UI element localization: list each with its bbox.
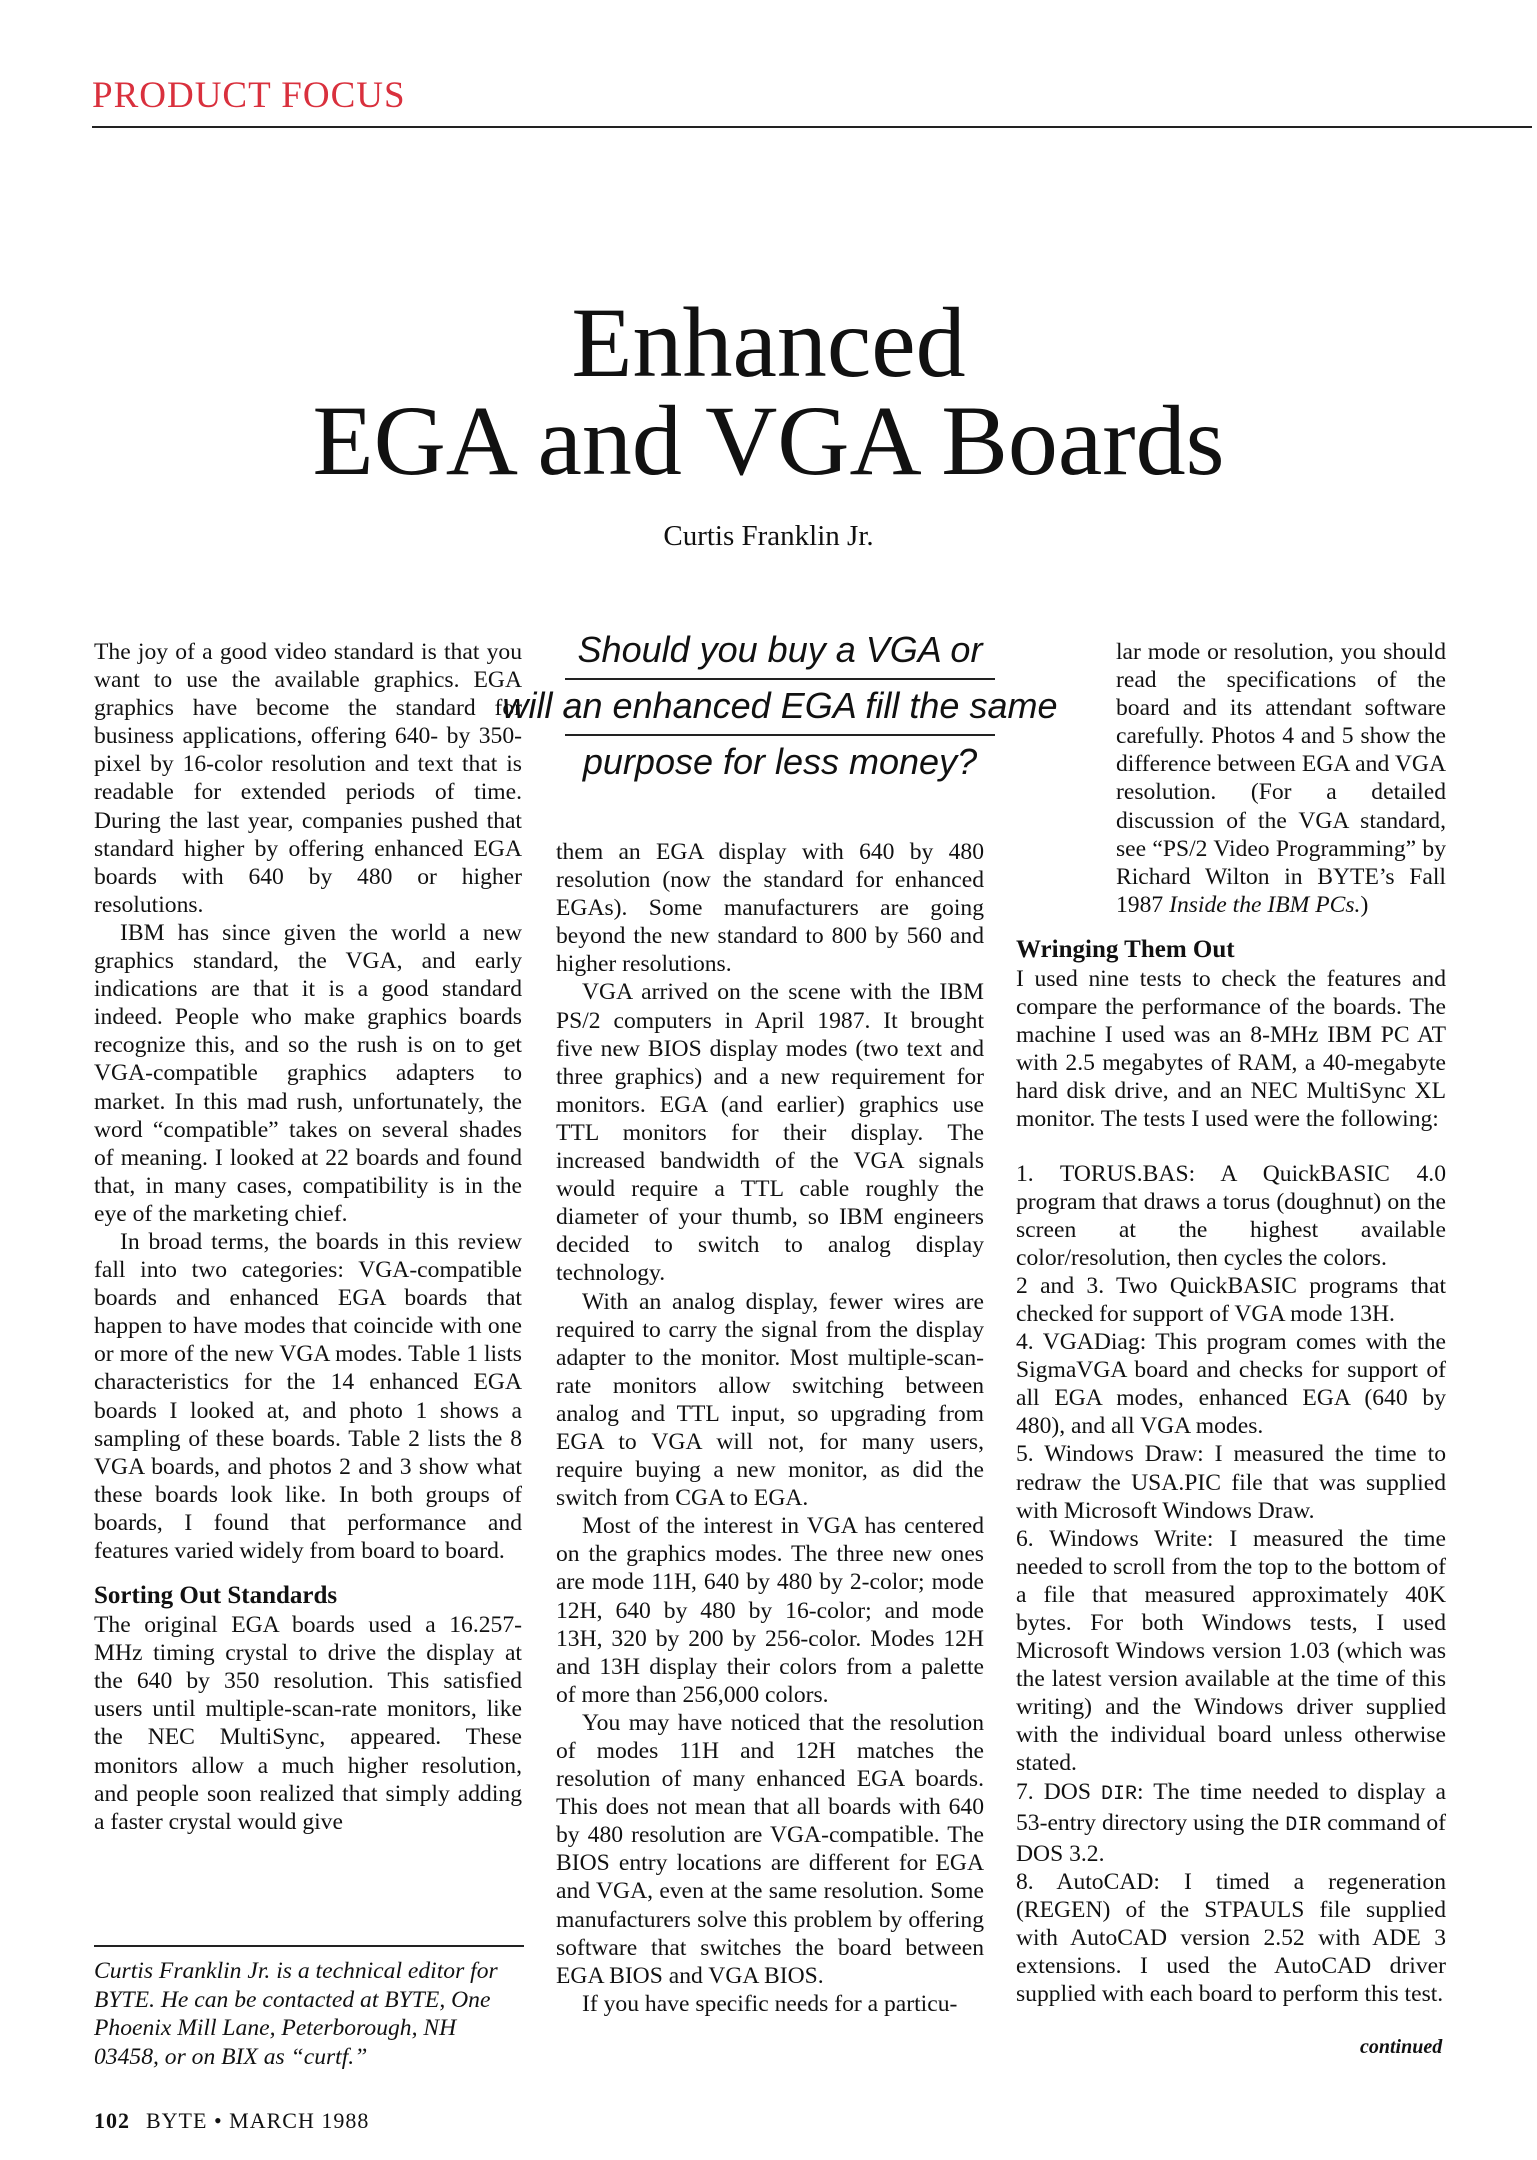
text-run: : The time needed to display a 53-entry directory using the [1016,1778,1446,1836]
paragraph: The joy of a good video standard is that you want to use the available graphics. EGA graphics have become the standard for business applications, offering 640- by 350-pixel by 16-color resolution and text that is readable for extended periods of time. During the last year, companies pushed that standard higher by offering enhanced EGA boards with 640 by 480 or higher resolutions. [94,639,522,918]
article-title-line2: EGA and VGA Boards [312,385,1225,496]
list-item: 1. TORUS.BAS: A QuickBASIC 4.0 program that draws a torus (doughnut) on the screen at the highest available color/resolution, then cycles the colors. [1016,1160,1446,1271]
command-text: DIR [1285,1813,1322,1837]
continued-label: continued [1360,2036,1443,2058]
section-heading: Wringing Them Out [1016,935,1235,963]
paragraph: VGA arrived on the scene with the IBM PS/2 computers in April 1987. It brought five new BIOS display modes (two text and three graphics) and a new requirement for monitors. EGA (and earlier) graphics use TTL monitors for their display. The increased bandwidth of the VGA signals would require a TTL cable roughly the diameter of your thumb, so IBM engineers decided to switch to analog display technology. [556,979,984,1287]
text-run: 7. DOS [1016,1778,1102,1805]
publication-title: Inside the IBM PCs. [1169,891,1361,918]
pull-quote-rule [565,678,995,680]
page-number: 102 [94,2108,130,2133]
command-text: DIR [1101,1782,1138,1806]
list-item [1016,1778,1446,1868]
list-item: 4. VGADiag: This program comes with the SigmaVGA board and checks for support of all EGA modes, enhanced EGA (640 by 480), and all VGA modes. [1016,1329,1446,1440]
section-heading: Sorting Out Standards [94,1582,338,1610]
section-label: PRODUCT FOCUS [92,75,406,116]
list-item: 8. AutoCAD: I timed a regeneration (REGEN) of the STPAULS file supplied with AutoCAD version 2.52 with ADE 3 extensions. I used the AutoCAD driver supplied with each board to perform this test. [1016,1868,1446,2008]
paragraph: You may have noticed that the resolution of modes 11H and 12H matches the resolution of many enhanced EGA boards. This does not mean that all boards with 640 by 480 resolution are VGA-compatible. The BIOS entry locations are different for EGA and VGA, even at the same resolution. Some manufacturers solve this problem by offering software that switches the board between EGA BIOS and VGA BIOS. [556,1709,984,1989]
paragraph: In broad terms, the boards in this review fall into two categories: VGA-compatible boards and enhanced EGA boards that happen to have modes that coincide with one or more of the new VGA modes. Table 1 lists characteristics for the 14 enhanced EGA boards I looked at, and photo 1 shows a sampling of these boards. Table 2 lists the 8 VGA boards, and photos 2 and 3 show what these boards look like. In both groups of boards, I found that performance and features varied widely from board to board. [94,1228,522,1564]
list-item: 6. Windows Write: I measured the time needed to scroll from the top to the bottom of a file that measured approximately 40K bytes. For both Windows tests, I used Microsoft Windows version 1.03 (which was the latest version available at the time of this writing) and the Windows driver supplied with the individual board unless otherwise stated. [1016,1525,1446,1777]
page-footer [94,2108,369,2134]
pull-quote-line: Should you buy a VGA or [577,629,983,670]
paragraph: I used nine tests to check the features and compare the performance of the boards. The machine I used was an 8-MHz IBM PC AT with 2.5 megabytes of RAM, a 40-megabyte hard disk drive, and an NEC MultiSync XL monitor. The tests I used were the following: [1016,965,1446,1133]
column-2 [556,838,984,2018]
header-rule [92,126,1532,128]
column-3 [1016,638,1446,2008]
author-byline: Curtis Franklin Jr. [663,520,874,552]
magazine-issue: BYTE • MARCH 1988 [146,2108,370,2133]
text-run: ) [1360,891,1369,918]
paragraph: IBM has since given the world a new graphics standard, the VGA, and early indications are that it is a good standard indeed. People who make graphics boards recognize this, and so the rush is on to get VGA-compatible graphics adapters to market. In this mad rush, unfortunately, the word “compatible” takes on several shades of meaning. I looked at 22 boards and found that, in many cases, compatibility is in the eye of the marketing chief. [94,919,522,1227]
column-1 [94,638,522,1836]
paragraph: If you have specific needs for a particu- [582,1990,958,2017]
text-run: command of DOS 3.2. [1016,1809,1446,1867]
paragraph [1016,638,1446,919]
paragraph: The original EGA boards used a 16.257-MHz timing crystal to drive the display at the 640 by 350 resolution. This satisfied users until multiple-scan-rate monitors, like the NEC MultiSync, appeared. These monitors allow a much higher resolution, and people soon realized that simply adding a faster crystal would give [94,1612,522,1835]
paragraph: With an analog display, fewer wires are required to carry the signal from the display adapter to the monitor. Most multiple-scan-rate monitors allow switching between analog and TTL input, so upgrading from EGA to VGA will not, for many users, require buying a new monitor, as did the switch from CGA to EGA. [556,1288,984,1512]
list-item: 5. Windows Draw: I measured the time to redraw the USA.PIC file that was supplied with Microsoft Windows Draw. [1016,1441,1446,1524]
pull-quote [455,630,1105,782]
paragraph: them an EGA display with 640 by 480 resolution (now the standard for enhanced EGAs). Some manufacturers are going beyond the new standard to 800 by 560 and higher resolutions. [556,839,984,978]
pull-quote-line: will an enhanced EGA fill the same [502,685,1058,726]
text-run: lar mode or resolution, you should read the specifications of the board and its attendant software carefully. Photos 4 and 5 show the difference between EGA and VGA resolution. (For a detailed discussion of the VGA standard, see “PS/2 Video Programming” by Richard Wilton in BYTE’s Fall 1987 [1116,639,1446,918]
paragraph: Most of the interest in VGA has centered on the graphics modes. The three new ones are mode 11H, 640 by 480 by 2-color; mode 12H, 640 by 480 by 16-color; and mode 13H, 320 by 200 by 256-color. Modes 12H and 13H display their colors from a palette of more than 256,000 colors. [556,1513,984,1708]
author-bio: Curtis Franklin Jr. is a technical editor for BYTE. He can be contacted at BYTE, One Phoenix Mill Lane, Peterborough, NH 03458, or on BIX as “curtf.” [94,1945,524,2071]
pull-quote-line: purpose for less money? [582,741,978,782]
list-item: 2 and 3. Two QuickBASIC programs that checked for support of VGA mode 13H. [1016,1272,1446,1327]
article-title-line1: Enhanced [571,287,966,398]
pull-quote-rule [565,734,995,736]
